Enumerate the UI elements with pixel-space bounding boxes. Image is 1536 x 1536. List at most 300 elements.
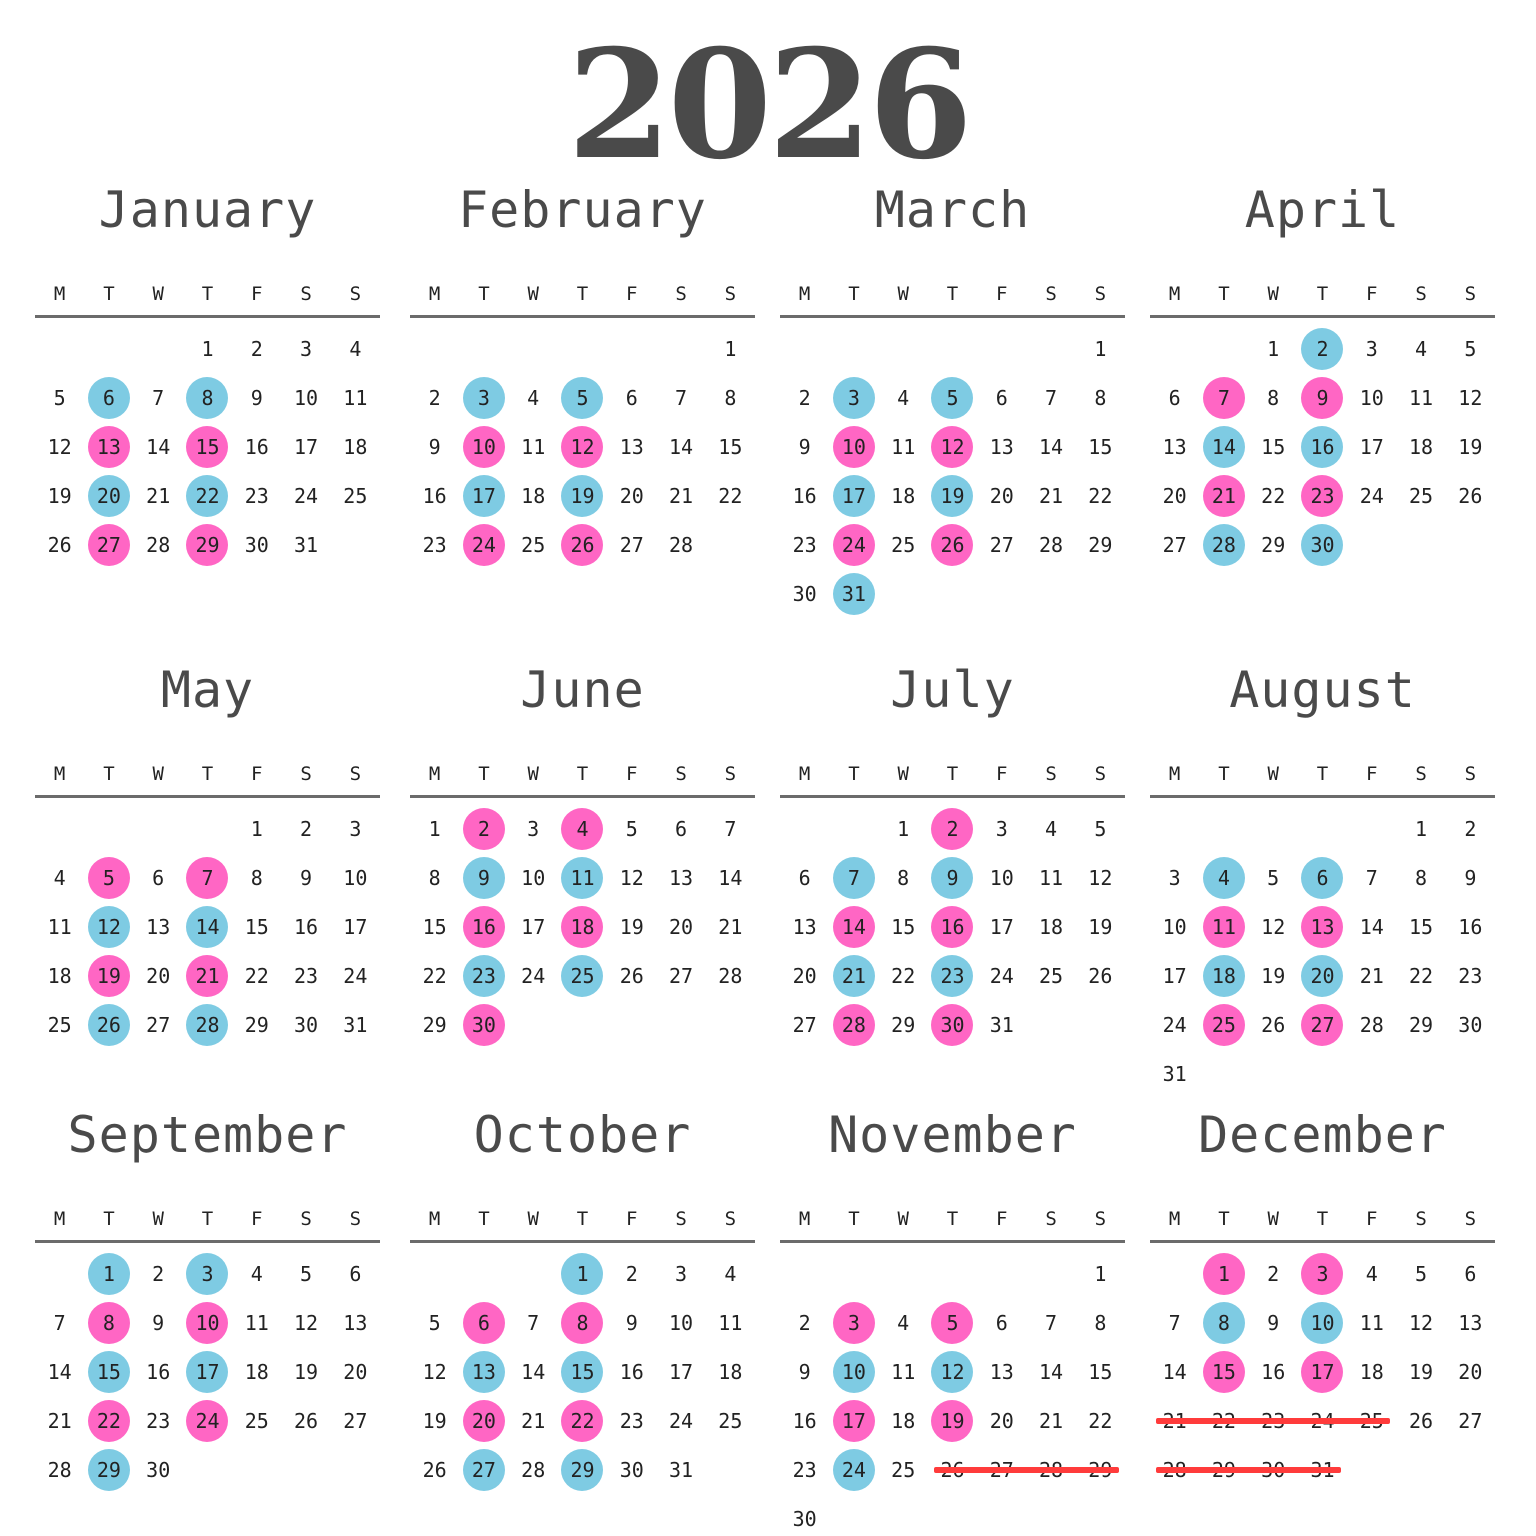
weekday-label: S — [1464, 283, 1477, 305]
day-cell — [1150, 1000, 1199, 1049]
day-number: 25 — [1211, 1012, 1236, 1037]
day-number: 21 — [195, 963, 220, 988]
day-cell — [1298, 520, 1347, 569]
empty-cell — [1199, 804, 1248, 853]
day-cell — [410, 520, 459, 569]
day-number: 9 — [1464, 865, 1477, 890]
day-cell — [1076, 471, 1125, 520]
day-cell — [1026, 520, 1075, 569]
day-cell — [1446, 422, 1495, 471]
day-number: 10 — [841, 434, 866, 459]
empty-cell — [459, 1249, 508, 1298]
day-number: 23 — [940, 963, 965, 988]
weekday-header — [1150, 1206, 1495, 1243]
day-grid — [1150, 1249, 1495, 1494]
day-number: 18 — [891, 483, 916, 508]
empty-cell — [134, 804, 183, 853]
day-number: 26 — [619, 963, 644, 988]
day-number: 2 — [300, 816, 313, 841]
weekday-label: M — [1168, 283, 1181, 305]
day-cell — [459, 1298, 508, 1347]
month-name: May — [160, 661, 255, 719]
day-number: 23 — [1458, 963, 1483, 988]
day-number: 26 — [1088, 963, 1113, 988]
day-number: 16 — [619, 1359, 644, 1384]
day-cell — [509, 902, 558, 951]
day-cell — [509, 373, 558, 422]
day-number: 21 — [1359, 963, 1384, 988]
day-cell — [134, 471, 183, 520]
day-number: 16 — [940, 914, 965, 939]
day-number: 26 — [1409, 1408, 1434, 1433]
day-cell — [977, 1000, 1026, 1049]
month-october — [410, 1100, 755, 1494]
day-number: 17 — [669, 1359, 694, 1384]
day-number: 24 — [294, 483, 319, 508]
day-number: 9 — [946, 865, 959, 890]
day-cell — [829, 373, 878, 422]
day-number: 13 — [1162, 434, 1187, 459]
weekday-label: S — [724, 1208, 737, 1230]
empty-cell — [35, 804, 84, 853]
day-number: 17 — [841, 483, 866, 508]
day-number: 20 — [1458, 1359, 1483, 1384]
day-number: 9 — [300, 865, 313, 890]
weekday-label: S — [349, 283, 362, 305]
day-number: 9 — [477, 865, 490, 890]
day-cell — [1249, 1347, 1298, 1396]
day-cell — [1150, 853, 1199, 902]
empty-cell — [509, 324, 558, 373]
day-number: 22 — [244, 963, 269, 988]
day-number: 7 — [1168, 1310, 1181, 1335]
day-cell — [232, 1347, 281, 1396]
day-cell — [656, 902, 705, 951]
day-cell — [558, 902, 607, 951]
day-number: 12 — [422, 1359, 447, 1384]
day-cell — [84, 1396, 133, 1445]
day-cell — [35, 902, 84, 951]
year-title: 2026 — [567, 17, 969, 193]
day-number: 28 — [47, 1457, 72, 1482]
day-cell — [558, 373, 607, 422]
weekday-header — [780, 281, 1125, 318]
day-cell — [977, 902, 1026, 951]
empty-cell — [879, 324, 928, 373]
day-cell — [558, 951, 607, 1000]
day-number: 14 — [47, 1359, 72, 1384]
day-number: 25 — [343, 483, 368, 508]
day-cell — [1446, 1347, 1495, 1396]
day-cell — [232, 520, 281, 569]
day-number: 30 — [1310, 532, 1335, 557]
day-cell — [928, 804, 977, 853]
day-number: 19 — [619, 914, 644, 939]
day-cell — [183, 1000, 232, 1049]
day-number: 13 — [343, 1310, 368, 1335]
day-cell — [558, 471, 607, 520]
day-cell — [879, 422, 928, 471]
day-number: 26 — [294, 1408, 319, 1433]
day-cell — [1347, 373, 1396, 422]
day-number: 15 — [570, 1359, 595, 1384]
day-cell — [829, 1445, 878, 1494]
day-cell — [183, 902, 232, 951]
day-number: 29 — [422, 1012, 447, 1037]
day-cell — [84, 1000, 133, 1049]
day-number: 17 — [521, 914, 546, 939]
day-cell — [780, 1396, 829, 1445]
day-number: 11 — [1039, 865, 1064, 890]
day-number: 6 — [1316, 865, 1329, 890]
day-cell — [281, 1347, 330, 1396]
day-number: 15 — [96, 1359, 121, 1384]
weekday-label: S — [724, 283, 737, 305]
day-cell — [928, 951, 977, 1000]
day-cell — [558, 1298, 607, 1347]
weekday-label: W — [527, 1208, 539, 1230]
day-cell — [281, 951, 330, 1000]
empty-cell — [558, 324, 607, 373]
empty-cell — [977, 324, 1026, 373]
day-number: 24 — [841, 532, 866, 557]
day-cell — [1298, 853, 1347, 902]
day-cell — [780, 422, 829, 471]
day-number: 21 — [521, 1408, 546, 1433]
day-number: 19 — [1088, 914, 1113, 939]
day-cell — [84, 422, 133, 471]
day-number: 14 — [1359, 914, 1384, 939]
day-cell — [607, 1396, 656, 1445]
day-number: 17 — [294, 434, 319, 459]
empty-cell — [928, 1249, 977, 1298]
day-cell — [1076, 422, 1125, 471]
weekday-label: M — [53, 763, 66, 785]
empty-cell — [780, 1249, 829, 1298]
empty-cell — [1150, 804, 1199, 853]
day-number: 6 — [675, 816, 688, 841]
empty-cell — [1347, 804, 1396, 853]
day-number: 4 — [1217, 865, 1230, 890]
day-cell — [35, 471, 84, 520]
day-number: 8 — [428, 865, 441, 890]
day-cell — [459, 422, 508, 471]
day-number: 13 — [471, 1359, 496, 1384]
day-number: 30 — [792, 581, 817, 606]
day-cell — [928, 520, 977, 569]
day-number: 13 — [96, 434, 121, 459]
weekday-label: T — [946, 1208, 959, 1230]
day-cell — [459, 520, 508, 569]
weekday-label: T — [576, 1208, 589, 1230]
day-number: 16 — [1458, 914, 1483, 939]
month-name: October — [473, 1106, 692, 1164]
month-name: July — [890, 661, 1015, 719]
day-number: 17 — [1310, 1359, 1335, 1384]
day-number: 4 — [1365, 1261, 1378, 1286]
day-cell — [84, 1445, 133, 1494]
day-number: 5 — [946, 1310, 959, 1335]
day-cell — [1076, 804, 1125, 853]
day-number: 27 — [669, 963, 694, 988]
day-cell — [977, 853, 1026, 902]
day-cell — [607, 951, 656, 1000]
day-number: 16 — [792, 1408, 817, 1433]
weekday-label: W — [1267, 283, 1279, 305]
day-cell — [829, 951, 878, 1000]
day-number: 13 — [1310, 914, 1335, 939]
weekday-label: T — [201, 283, 214, 305]
day-cell — [134, 1000, 183, 1049]
day-cell — [84, 471, 133, 520]
day-cell — [134, 1445, 183, 1494]
day-cell — [35, 853, 84, 902]
day-number: 1 — [724, 336, 737, 361]
day-number: 20 — [96, 483, 121, 508]
day-cell — [656, 1396, 705, 1445]
day-number: 8 — [102, 1310, 115, 1335]
weekday-label: S — [1094, 763, 1107, 785]
day-cell — [558, 1249, 607, 1298]
day-cell — [1249, 373, 1298, 422]
day-cell — [1446, 902, 1495, 951]
weekday-label: S — [1415, 1208, 1427, 1230]
day-cell — [331, 902, 380, 951]
day-cell — [410, 1000, 459, 1049]
day-cell — [928, 1298, 977, 1347]
day-cell — [410, 951, 459, 1000]
day-cell — [706, 422, 755, 471]
day-number: 12 — [1409, 1310, 1434, 1335]
day-cell — [509, 422, 558, 471]
day-number: 8 — [724, 385, 737, 410]
day-number: 16 — [244, 434, 269, 459]
day-number: 23 — [294, 963, 319, 988]
day-number: 20 — [989, 483, 1014, 508]
day-cell — [1298, 951, 1347, 1000]
day-cell — [281, 422, 330, 471]
day-number: 4 — [724, 1261, 737, 1286]
day-number: 9 — [1316, 385, 1329, 410]
day-number: 22 — [96, 1408, 121, 1433]
day-cell — [1199, 471, 1248, 520]
day-number: 11 — [244, 1310, 269, 1335]
weekday-label: T — [478, 763, 490, 785]
day-number: 4 — [897, 1310, 910, 1335]
day-cell — [410, 1445, 459, 1494]
day-number: 25 — [891, 1457, 916, 1482]
day-cell — [281, 853, 330, 902]
day-number: 12 — [1458, 385, 1483, 410]
weekday-label: S — [675, 283, 687, 305]
day-cell — [281, 1396, 330, 1445]
day-grid — [35, 1249, 380, 1494]
day-number: 31 — [343, 1012, 368, 1037]
weekday-header — [35, 1206, 380, 1243]
day-cell — [879, 1000, 928, 1049]
month-name: June — [520, 661, 645, 719]
weekday-label: T — [848, 763, 860, 785]
day-number: 30 — [619, 1457, 644, 1482]
day-number: 9 — [250, 385, 263, 410]
day-cell — [134, 520, 183, 569]
weekday-header — [1150, 761, 1495, 798]
day-cell — [183, 951, 232, 1000]
day-cell — [1199, 1249, 1248, 1298]
month-june — [410, 655, 755, 1049]
day-number: 22 — [1088, 483, 1113, 508]
day-number: 13 — [1458, 1310, 1483, 1335]
day-number: 25 — [891, 532, 916, 557]
day-cell — [134, 1249, 183, 1298]
day-number: 5 — [428, 1310, 441, 1335]
day-cell — [1076, 373, 1125, 422]
day-number: 11 — [1409, 385, 1434, 410]
weekday-header — [410, 1206, 755, 1243]
day-cell — [1076, 324, 1125, 373]
day-grid — [410, 804, 755, 1049]
day-number: 2 — [798, 385, 811, 410]
day-number: 5 — [53, 385, 66, 410]
weekday-label: W — [527, 283, 539, 305]
day-number: 4 — [897, 385, 910, 410]
day-cell — [1396, 853, 1445, 902]
day-number: 5 — [946, 385, 959, 410]
day-number: 18 — [47, 963, 72, 988]
day-number: 27 — [1458, 1408, 1483, 1433]
day-cell — [35, 520, 84, 569]
weekday-label: W — [897, 283, 909, 305]
day-number: 8 — [897, 865, 910, 890]
day-number: 31 — [841, 581, 866, 606]
weekday-label: T — [848, 1208, 860, 1230]
weekday-header — [410, 281, 755, 318]
day-cell — [281, 1249, 330, 1298]
day-number: 1 — [1094, 1261, 1107, 1286]
day-cell — [607, 520, 656, 569]
day-number: 19 — [940, 1408, 965, 1433]
day-cell — [1249, 471, 1298, 520]
day-cell — [331, 1347, 380, 1396]
month-name: September — [67, 1106, 348, 1164]
day-cell — [607, 1445, 656, 1494]
day-number: 29 — [1409, 1012, 1434, 1037]
month-name: November — [828, 1106, 1077, 1164]
empty-cell — [1150, 324, 1199, 373]
day-number: 21 — [718, 914, 743, 939]
day-cell — [1249, 324, 1298, 373]
weekday-label: F — [251, 763, 263, 785]
day-number: 14 — [1211, 434, 1236, 459]
day-cell — [879, 1298, 928, 1347]
day-cell — [232, 804, 281, 853]
day-cell — [829, 1000, 878, 1049]
day-number: 19 — [570, 483, 595, 508]
weekday-label: S — [1094, 1208, 1107, 1230]
day-number: 10 — [294, 385, 319, 410]
weekday-label: F — [626, 763, 638, 785]
day-cell — [829, 902, 878, 951]
day-cell — [1396, 1000, 1445, 1049]
day-number: 10 — [1359, 385, 1384, 410]
day-cell — [331, 324, 380, 373]
day-cell — [879, 951, 928, 1000]
day-cell — [1026, 902, 1075, 951]
day-number: 16 — [1261, 1359, 1286, 1384]
weekday-label: T — [103, 283, 115, 305]
day-number: 23 — [792, 1457, 817, 1482]
day-number: 1 — [1094, 336, 1107, 361]
day-cell — [509, 951, 558, 1000]
day-cell — [1026, 853, 1075, 902]
day-number: 1 — [1267, 336, 1280, 361]
day-number: 3 — [1316, 1261, 1329, 1286]
weekday-label: S — [300, 283, 312, 305]
day-cell — [706, 1347, 755, 1396]
day-number: 6 — [1464, 1261, 1477, 1286]
day-cell — [281, 373, 330, 422]
weekday-label: W — [152, 283, 164, 305]
month-september — [35, 1100, 380, 1494]
empty-cell — [35, 324, 84, 373]
day-cell — [1150, 373, 1199, 422]
day-cell — [928, 853, 977, 902]
day-cell — [1347, 1298, 1396, 1347]
day-number: 5 — [1415, 1261, 1428, 1286]
day-cell — [1347, 1000, 1396, 1049]
day-cell — [232, 422, 281, 471]
day-cell — [35, 1298, 84, 1347]
empty-cell — [829, 1249, 878, 1298]
day-number: 22 — [1088, 1408, 1113, 1433]
day-cell — [780, 520, 829, 569]
day-cell — [1396, 1347, 1445, 1396]
day-number: 28 — [718, 963, 743, 988]
day-cell — [607, 902, 656, 951]
weekday-label: F — [251, 1208, 263, 1230]
weekday-label: S — [300, 1208, 312, 1230]
day-number: 15 — [195, 434, 220, 459]
day-cell — [928, 471, 977, 520]
day-cell — [134, 951, 183, 1000]
day-number: 13 — [792, 914, 817, 939]
weekday-header — [35, 761, 380, 798]
day-cell — [706, 1249, 755, 1298]
day-cell — [558, 1396, 607, 1445]
day-number: 31 — [669, 1457, 694, 1482]
day-number: 25 — [47, 1012, 72, 1037]
weekday-label: T — [103, 763, 115, 785]
day-cell — [134, 1396, 183, 1445]
day-cell — [1396, 422, 1445, 471]
day-number: 11 — [891, 1359, 916, 1384]
day-cell — [35, 373, 84, 422]
day-number: 7 — [675, 385, 688, 410]
day-number: 12 — [294, 1310, 319, 1335]
empty-cell — [410, 1249, 459, 1298]
weekday-label: M — [1168, 763, 1181, 785]
day-number: 7 — [1045, 385, 1058, 410]
weekday-label: F — [626, 283, 638, 305]
day-number: 23 — [1310, 483, 1335, 508]
day-number: 16 — [422, 483, 447, 508]
day-cell — [607, 1347, 656, 1396]
day-number: 22 — [1261, 483, 1286, 508]
weekday-header — [780, 1206, 1125, 1243]
day-cell — [35, 1445, 84, 1494]
day-cell — [1396, 951, 1445, 1000]
day-number: 28 — [1039, 532, 1064, 557]
